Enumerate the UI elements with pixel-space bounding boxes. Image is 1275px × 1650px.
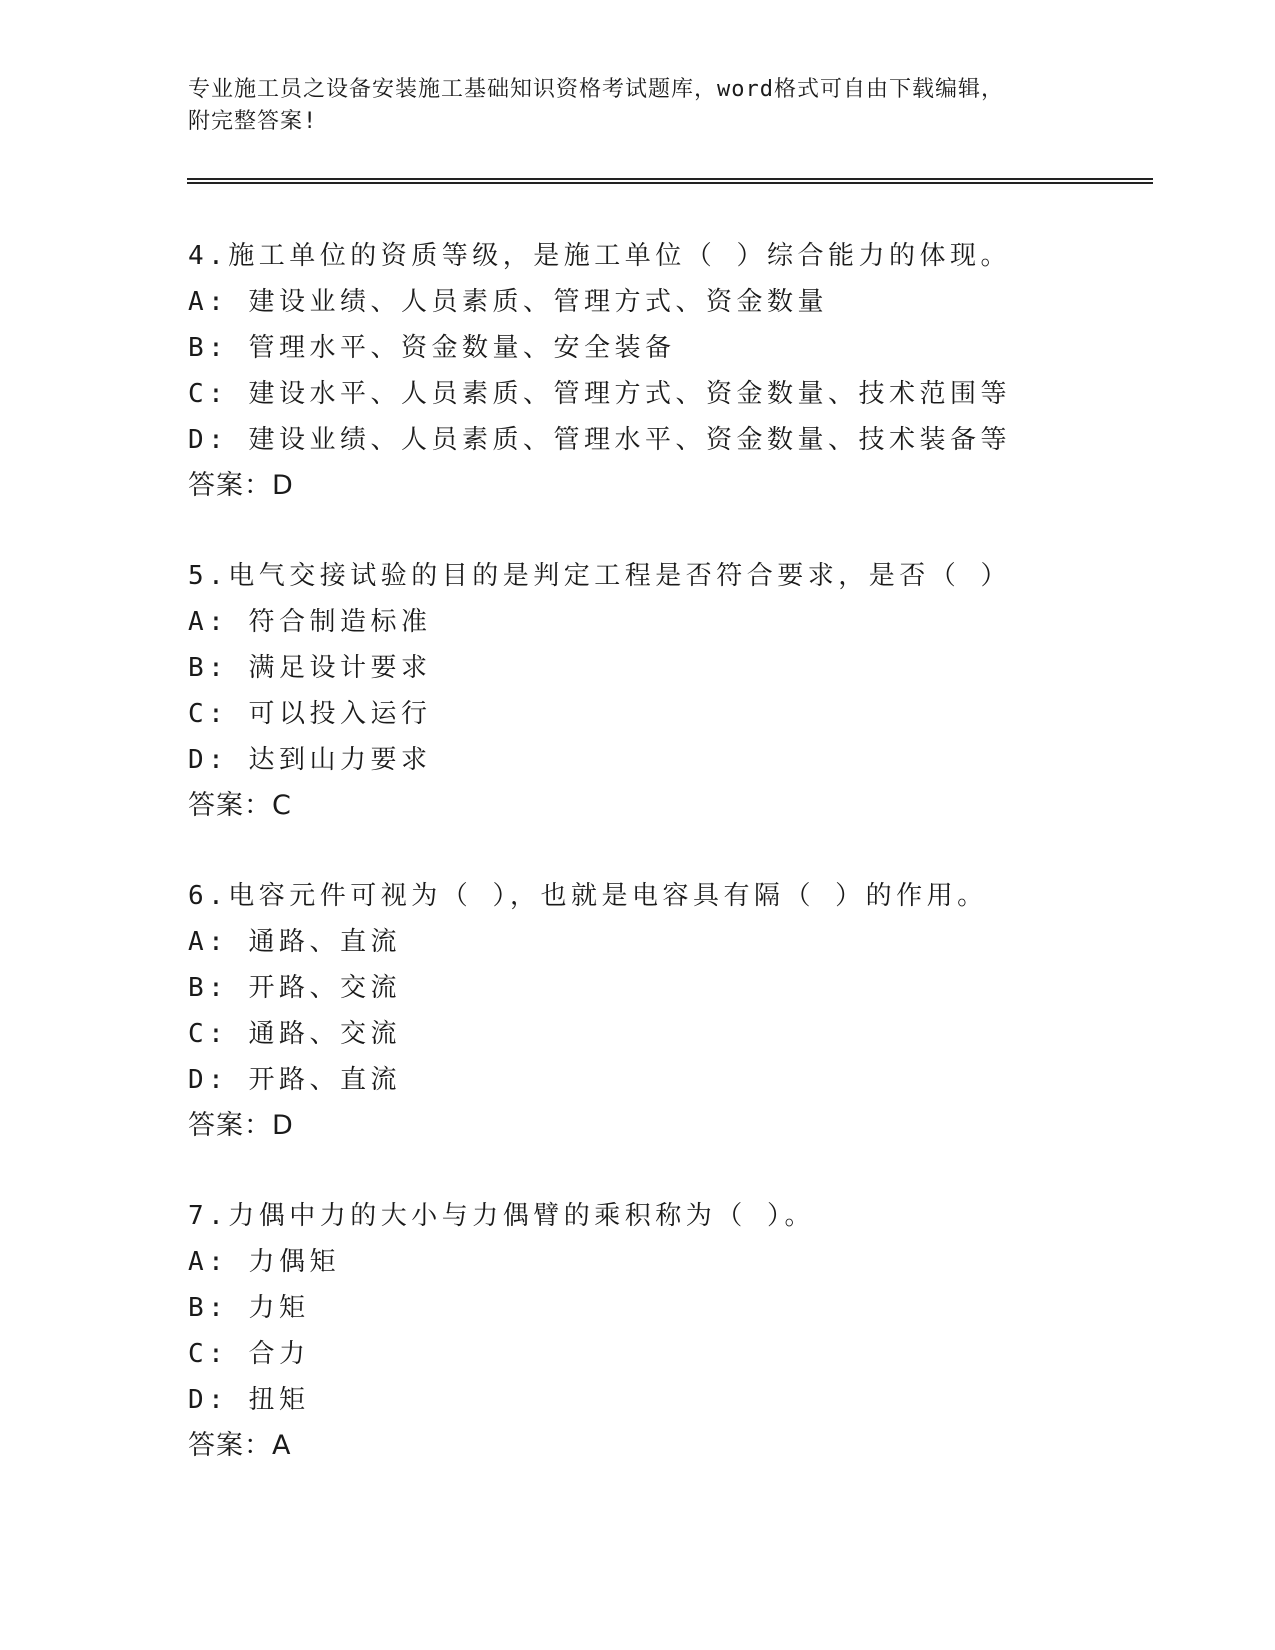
question-stem: 5.电气交接试验的目的是判定工程是否符合要求，是否（ ） [188,561,1011,591]
question-stem: 6.电容元件可视为（ ），也就是电容具有隔（ ）的作用。 [188,881,988,911]
answer-line: 答案：C [188,790,292,821]
question-6 [188,873,1148,1193]
option-c: C: 合力 [188,1339,310,1369]
option-d: D: 建设业绩、人员素质、管理水平、资金数量、技术装备等 [188,425,1011,455]
option-d: D: 达到山力要求 [188,745,432,775]
answer-line: 答案：D [188,1110,294,1141]
option-d: D: 扭矩 [188,1385,310,1415]
header-title-line-1: 专业施工员之设备安装施工基础知识资格考试题库，word格式可自由下载编辑， [188,77,1004,102]
question-4 [188,233,1148,553]
question-7 [188,1193,1148,1513]
option-c: C: 可以投入运行 [188,699,432,729]
question-stem: 4.施工单位的资质等级，是施工单位（ ）综合能力的体现。 [188,241,1011,271]
option-a: A: 力偶矩 [188,1247,340,1277]
question-stem: 7.力偶中力的大小与力偶臂的乘积称为（ ）。 [188,1201,815,1231]
header-divider-bottom [187,182,1153,184]
option-c: C: 建设水平、人员素质、管理方式、资金数量、技术范围等 [188,379,1011,409]
option-a: A: 通路、直流 [188,927,401,957]
option-d: D: 开路、直流 [188,1065,401,1095]
option-a: A: 建设业绩、人员素质、管理方式、资金数量 [188,287,828,317]
header-divider-top [187,178,1153,180]
answer-line: 答案：A [188,1430,292,1461]
option-b: B: 满足设计要求 [188,653,432,683]
document-header [188,74,1088,138]
question-5 [188,553,1148,873]
question-list [188,233,1148,1513]
option-b: B: 管理水平、资金数量、安全装备 [188,333,676,363]
option-a: A: 符合制造标准 [188,607,432,637]
option-b: B: 力矩 [188,1293,310,1323]
option-c: C: 通路、交流 [188,1019,401,1049]
answer-line: 答案：D [188,470,294,501]
header-title-line-2: 附完整答案! [188,109,318,134]
option-b: B: 开路、交流 [188,973,401,1003]
